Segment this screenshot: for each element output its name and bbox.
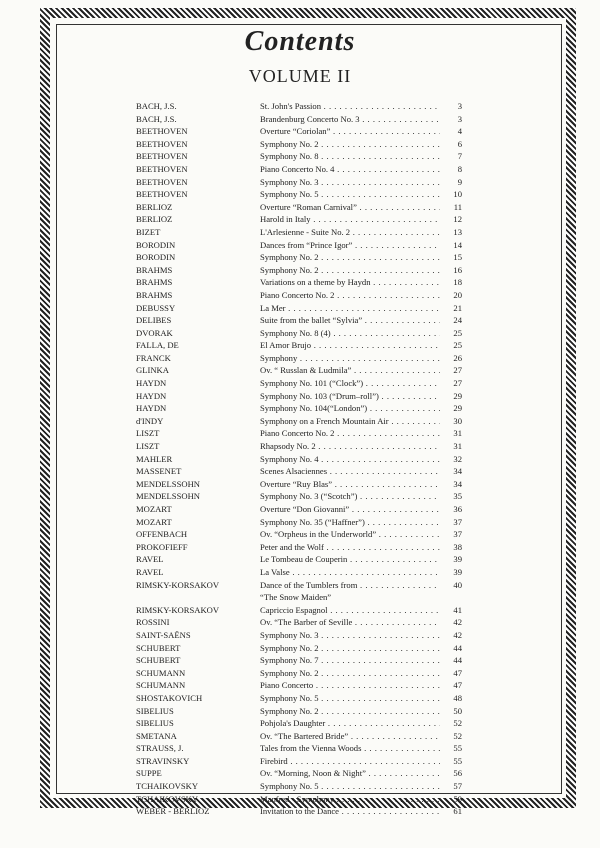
toc-composer: SCHUMANN xyxy=(136,680,186,691)
toc-composer: BRAHMS xyxy=(136,289,173,300)
toc-work-title: La Mer . . . xyxy=(260,302,440,315)
toc-work-title: Invitation to the Dance . . . xyxy=(260,805,440,818)
toc-entry xyxy=(136,755,462,768)
toc-entry xyxy=(136,100,462,113)
toc-page-number: 9 xyxy=(457,176,462,187)
toc-page-number: 37 xyxy=(453,529,462,540)
toc-work-title: St. John's Passion . . . xyxy=(260,100,440,113)
toc-composer: BRAHMS xyxy=(136,277,173,288)
toc-work-title: Manfred - Symphony . . . xyxy=(260,793,440,806)
toc-entry xyxy=(136,176,462,189)
toc-page-number: 48 xyxy=(453,692,462,703)
toc-work-title: Peter and the Wolf . . . xyxy=(260,541,440,554)
toc-page-number: 21 xyxy=(453,302,462,313)
toc-work-title: Symphony No. 2 . . . xyxy=(260,705,440,718)
toc-page-number: 12 xyxy=(453,214,462,225)
toc-entry xyxy=(136,478,462,491)
toc-work-title: Symphony No. 3 (“Scotch”) . . . xyxy=(260,490,440,503)
toc-work-title: La Valse . . . xyxy=(260,566,440,579)
toc-entry xyxy=(136,591,462,604)
toc-entry xyxy=(136,213,462,226)
contents-title: Contents xyxy=(244,26,356,57)
toc-page-number: 11 xyxy=(453,201,462,212)
toc-work-title: Dances from “Prince Igor” . . . xyxy=(260,239,440,252)
toc-page-number: 32 xyxy=(453,453,462,464)
toc-entry xyxy=(136,390,462,403)
toc-work-title: Symphony No. 8 . . . xyxy=(260,150,440,163)
toc-composer: ROSSINI xyxy=(136,617,170,628)
toc-page-number: 55 xyxy=(453,743,462,754)
toc-entry xyxy=(136,264,462,277)
toc-composer: DVORAK xyxy=(136,327,173,338)
toc-work-title: Symphony No. 3 . . . xyxy=(260,629,440,642)
toc-work-title: Ov. “The Barber of Seville . . . xyxy=(260,616,440,629)
toc-entry xyxy=(136,427,462,440)
toc-composer: BEETHOVEN xyxy=(136,138,188,149)
toc-composer: BEETHOVEN xyxy=(136,126,188,137)
toc-entry xyxy=(136,541,462,554)
toc-page-number: 7 xyxy=(457,151,462,162)
toc-composer: TCHAIKOVSKY xyxy=(136,781,199,792)
toc-work-title: El Amor Brujo . . . xyxy=(260,339,440,352)
toc-page-number: 36 xyxy=(453,504,462,514)
toc-page-number: 25 xyxy=(453,327,462,338)
toc-composer: BORODIN xyxy=(136,252,176,263)
toc-page-number: 42 xyxy=(453,629,462,640)
toc-entry xyxy=(136,679,462,692)
toc-work-title: Overture “Coriolan” . . . xyxy=(260,125,440,138)
toc-entry xyxy=(136,201,462,214)
toc-entry xyxy=(136,440,462,453)
toc-page-number: 31 xyxy=(453,441,462,452)
toc-entry xyxy=(136,692,462,705)
toc-entry xyxy=(136,465,462,478)
toc-composer: STRAUSS, J. xyxy=(136,743,184,754)
toc-page-number: 30 xyxy=(453,415,462,426)
toc-composer: GLINKA xyxy=(136,365,169,376)
toc-work-title: Harold in Italy . . . xyxy=(260,213,440,226)
toc-page-number: 47 xyxy=(453,680,462,691)
toc-work-title: Piano Concerto No. 2 . . . xyxy=(260,427,440,440)
toc-composer: d'INDY xyxy=(136,415,164,426)
toc-composer: TCHAIKOVSKY xyxy=(136,793,199,804)
toc-work-title: Brandenburg Concerto No. 3 . . . xyxy=(260,113,440,126)
toc-entry xyxy=(136,780,462,793)
toc-entry xyxy=(136,767,462,780)
toc-composer: BEETHOVEN xyxy=(136,163,188,174)
toc-composer: BERLIOZ xyxy=(136,201,173,212)
toc-entry xyxy=(136,314,462,327)
toc-composer: SCHUBERT xyxy=(136,642,181,653)
toc-work-title: Ov. “The Bartered Bride” . . . xyxy=(260,730,440,743)
toc-entry xyxy=(136,302,462,315)
toc-work-title: Tales from the Vienna Woods . . . xyxy=(260,742,440,755)
toc-entry xyxy=(136,528,462,541)
toc-work-title: Symphony No. 2 . . . xyxy=(260,251,440,264)
toc-page-number: 39 xyxy=(453,554,462,565)
toc-work-title: Le Tombeau de Couperin . . . xyxy=(260,553,440,566)
toc-page-number: 59 xyxy=(453,793,462,804)
toc-entry xyxy=(136,150,462,163)
toc-composer: FALLA, DE xyxy=(136,340,179,351)
volume-title: VOLUME II xyxy=(248,66,352,86)
toc-page-number: 20 xyxy=(453,289,462,300)
toc-composer: OFFENBACH xyxy=(136,529,188,540)
toc-composer: BEETHOVEN xyxy=(136,189,188,200)
toc-page-number: 16 xyxy=(453,264,462,275)
toc-composer: BERLIOZ xyxy=(136,214,173,225)
toc-work-title: Ov. “Morning, Noon & Night” . . . xyxy=(260,767,440,780)
toc-page-number: 61 xyxy=(453,806,462,817)
toc-page-number: 27 xyxy=(453,365,462,376)
toc-page-number: 44 xyxy=(453,655,462,666)
toc-page-number: 34 xyxy=(453,478,462,489)
toc-entry xyxy=(136,503,462,516)
toc-work-title: Symphony No. 2 . . . xyxy=(260,138,440,151)
toc-composer: BRAHMS xyxy=(136,264,173,275)
toc-composer: SUPPE xyxy=(136,768,162,779)
toc-entry xyxy=(136,553,462,566)
toc-page-number: 55 xyxy=(453,755,462,766)
toc-entry xyxy=(136,793,462,806)
toc-work-title: Symphony No. 8 (4) . . . xyxy=(260,327,440,340)
toc-composer: MOZART xyxy=(136,516,172,527)
toc-work-title: Pohjola's Daughter . . . xyxy=(260,717,440,730)
toc-entry xyxy=(136,113,462,126)
toc-work-title: Dance of the Tumblers from . . . xyxy=(260,579,440,592)
toc-work-title: Symphony No. 2 . . . xyxy=(260,667,440,680)
toc-entry xyxy=(136,125,462,138)
toc-entry xyxy=(136,566,462,579)
toc-work-title: Piano Concerto No. 2 . . . xyxy=(260,289,440,302)
toc-page-number: 29 xyxy=(453,390,462,401)
toc-entry xyxy=(136,629,462,642)
toc-work-title: Symphony No. 5 . . . xyxy=(260,188,440,201)
toc-page-number: 31 xyxy=(453,428,462,439)
toc-entry xyxy=(136,327,462,340)
toc-entry xyxy=(136,251,462,264)
toc-page-number: 34 xyxy=(453,466,462,477)
toc-page-number: 40 xyxy=(453,579,462,590)
toc-composer: SCHUMANN xyxy=(136,667,186,678)
toc-page-number: 3 xyxy=(457,113,462,124)
toc-composer: HAYDN xyxy=(136,390,167,401)
toc-work-title: Symphony No. 35 (“Haffner”) . . . xyxy=(260,516,440,529)
toc-work-title: Ov. “Orpheus in the Underworld” . . . xyxy=(260,528,440,541)
toc-entry xyxy=(136,339,462,352)
toc-composer: SIBELIUS xyxy=(136,718,174,729)
toc-composer: LISZT xyxy=(136,441,160,452)
toc-work-title: Symphony No. 2 . . . xyxy=(260,642,440,655)
toc-entry xyxy=(136,490,462,503)
toc-composer: SAINT-SAËNS xyxy=(136,629,191,640)
toc-entry xyxy=(136,453,462,466)
toc-entry xyxy=(136,742,462,755)
toc-entry xyxy=(136,516,462,529)
toc-entry xyxy=(136,163,462,176)
toc-work-title: Overture “Ruy Blas” . . . xyxy=(260,478,440,491)
toc-page-number: 35 xyxy=(453,491,462,502)
toc-entry xyxy=(136,377,462,390)
toc-page-number: 15 xyxy=(453,252,462,263)
toc-composer: DEBUSSY xyxy=(136,302,176,313)
toc-entry xyxy=(136,402,462,415)
toc-entry xyxy=(136,239,462,252)
toc-work-title: Symphony No. 3 . . . xyxy=(260,176,440,189)
toc-composer: SCHUBERT xyxy=(136,655,181,666)
toc-work-title: Piano Concerto No. 4 . . . xyxy=(260,163,440,176)
toc-work-title: Capriccio Espagnol . . . xyxy=(260,604,440,617)
toc-work-title: Symphony No. 101 (“Clock”) . . . xyxy=(260,377,440,390)
toc-entry xyxy=(136,276,462,289)
toc-entry xyxy=(136,805,462,818)
toc-work-title: Overture “Roman Carnival” . . . xyxy=(260,201,440,214)
toc-entry xyxy=(136,667,462,680)
toc-page-number: 37 xyxy=(453,516,462,527)
toc-work-title: “The Snow Maiden” xyxy=(260,592,332,603)
toc-composer: MOZART xyxy=(136,504,172,514)
toc-work-title: Symphony No. 4 . . . xyxy=(260,453,440,466)
toc-composer: MASSENET xyxy=(136,466,182,477)
toc-page-number: 29 xyxy=(453,403,462,414)
toc-entry xyxy=(136,654,462,667)
toc-entry xyxy=(136,642,462,655)
toc-page-number: 39 xyxy=(453,566,462,577)
toc-entry xyxy=(136,352,462,365)
toc-page-number: 3 xyxy=(457,101,462,111)
toc-composer: BEETHOVEN xyxy=(136,176,188,187)
toc-work-title: Piano Concerto . . . xyxy=(260,679,440,692)
toc-work-title: Firebird . . . xyxy=(260,755,440,768)
toc-composer: PROKOFIEFF xyxy=(136,541,188,552)
toc-composer: RAVEL xyxy=(136,566,164,577)
toc-work-title: Symphony No. 104(“London”) . . . xyxy=(260,402,440,415)
toc-page-number: 10 xyxy=(453,189,462,200)
toc-page-number: 27 xyxy=(453,378,462,389)
toc-work-title: Rhapsody No. 2 . . . xyxy=(260,440,440,453)
toc-entry xyxy=(136,226,462,239)
toc-composer: DELIBES xyxy=(136,315,172,326)
table-of-contents xyxy=(136,100,462,818)
toc-entry xyxy=(136,604,462,617)
toc-page-number: 38 xyxy=(453,541,462,552)
toc-page-number: 50 xyxy=(453,705,462,716)
toc-work-title: Scenes Alsaciennes . . . xyxy=(260,465,440,478)
toc-page-number: 6 xyxy=(457,138,462,149)
toc-page-number: 4 xyxy=(457,126,462,137)
toc-page-number: 42 xyxy=(453,617,462,628)
toc-page-number: 13 xyxy=(453,226,462,237)
toc-composer: WEBER - BERLIOZ xyxy=(136,806,210,817)
toc-composer: MAHLER xyxy=(136,453,173,464)
toc-work-title: Symphony No. 5 . . . xyxy=(260,692,440,705)
toc-page-number: 41 xyxy=(453,604,462,615)
toc-entry xyxy=(136,579,462,592)
toc-page-number: 25 xyxy=(453,340,462,351)
toc-entry xyxy=(136,616,462,629)
toc-composer: BACH, J.S. xyxy=(136,101,177,111)
toc-work-title: Symphony No. 103 (“Drum–roll”) . . . xyxy=(260,390,440,403)
toc-page-number: 47 xyxy=(453,667,462,678)
toc-work-title: Symphony on a French Mountain Air . . . xyxy=(260,415,440,428)
toc-page-number: 52 xyxy=(453,718,462,729)
toc-composer: SHOSTAKOVICH xyxy=(136,692,203,703)
toc-work-title: Symphony No. 5 . . . xyxy=(260,780,440,793)
toc-entry xyxy=(136,138,462,151)
toc-composer: LISZT xyxy=(136,428,160,439)
toc-composer: HAYDN xyxy=(136,378,167,389)
toc-composer: BIZET xyxy=(136,226,161,237)
toc-work-title: Symphony No. 2 . . . xyxy=(260,264,440,277)
toc-page-number: 26 xyxy=(453,352,462,363)
toc-page-number: 8 xyxy=(457,163,462,174)
toc-composer: SMETANA xyxy=(136,730,177,741)
toc-entry xyxy=(136,289,462,302)
toc-entry xyxy=(136,415,462,428)
toc-work-title: Suite from the ballet “Sylvia” . . . xyxy=(260,314,440,327)
toc-page-number: 44 xyxy=(453,642,462,653)
toc-composer: RIMSKY-KORSAKOV xyxy=(136,604,220,615)
toc-entry xyxy=(136,364,462,377)
toc-work-title: Ov. “ Russlan & Ludmila” . . . xyxy=(260,364,440,377)
toc-page-number: 57 xyxy=(453,781,462,792)
toc-entry xyxy=(136,705,462,718)
toc-entry xyxy=(136,188,462,201)
toc-entry xyxy=(136,730,462,743)
toc-composer: BEETHOVEN xyxy=(136,151,188,162)
toc-composer: MENDELSSOHN xyxy=(136,478,200,489)
toc-composer: FRANCK xyxy=(136,352,171,363)
toc-work-title: Symphony . . . xyxy=(260,352,440,365)
toc-composer: BACH, J.S. xyxy=(136,113,177,124)
toc-work-title: Overture “Don Giovanni” . . . xyxy=(260,503,440,516)
toc-page-number: 14 xyxy=(453,239,462,250)
toc-composer: MENDELSSOHN xyxy=(136,491,200,502)
toc-composer: STRAVINSKY xyxy=(136,755,190,766)
toc-page-number: 52 xyxy=(453,730,462,741)
toc-page-number: 18 xyxy=(453,277,462,288)
toc-composer: BORODIN xyxy=(136,239,176,250)
toc-composer: SIBELIUS xyxy=(136,705,174,716)
toc-work-title: L'Arlesienne - Suite No. 2 . . . xyxy=(260,226,440,239)
toc-page-number: 24 xyxy=(453,315,462,326)
toc-composer: HAYDN xyxy=(136,403,167,414)
toc-entry xyxy=(136,717,462,730)
toc-composer: RAVEL xyxy=(136,554,164,565)
toc-work-title: Symphony No. 7 . . . xyxy=(260,654,440,667)
toc-composer: RIMSKY-KORSAKOV xyxy=(136,579,220,590)
toc-page-number: 56 xyxy=(453,768,462,779)
toc-work-title: Variations on a theme by Haydn . . . xyxy=(260,276,440,289)
